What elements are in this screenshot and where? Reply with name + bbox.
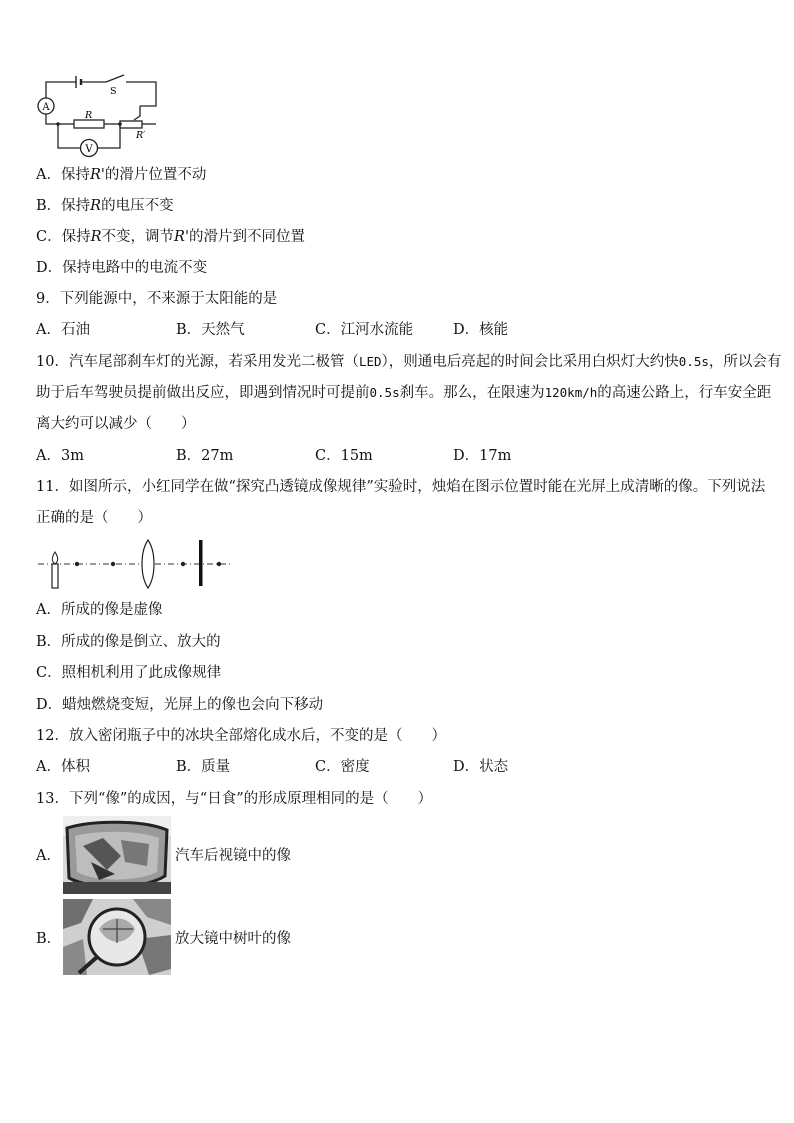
q9-stem: 9．下列能源中，不来源于太阳能的是 <box>36 291 278 307</box>
q13-option-b-text: 放大镜中树叶的像 <box>175 931 291 947</box>
rheostat-label: R′ <box>136 130 146 141</box>
q12-option-b[interactable]: B．质量 <box>176 759 231 775</box>
q12-option-a[interactable]: A．体积 <box>36 759 90 775</box>
q11-option-b[interactable]: B．所成的像是倒立、放大的 <box>36 634 221 650</box>
q10-option-d[interactable]: D．17m <box>453 448 512 464</box>
q8-option-a[interactable]: A．保持R'的滑片位置不动 <box>36 167 207 183</box>
q10-option-b[interactable]: B．27m <box>176 448 234 464</box>
voltmeter-label: V <box>85 144 93 155</box>
q8-option-c[interactable]: C．保持R不变，调节R'的滑片到不同位置 <box>36 229 305 245</box>
q12-stem: 12．放入密闭瓶子中的冰块全部熔化成水后，不变的是（ ） <box>36 728 446 744</box>
q11-stem-line-1: 11．如图所示，小红同学在做“探究凸透镜成像规律”实验时，烛焰在图示位置时能在光屏上成清晰的像。下列说法 <box>36 479 766 495</box>
rearview-mirror-image <box>63 816 171 894</box>
q11-option-a[interactable]: A．所成的像是虚像 <box>36 602 163 618</box>
light-screen-icon <box>199 540 203 586</box>
convex-lens-icon <box>142 540 154 588</box>
q10-stem-line-1: 10．汽车尾部刹车灯的光源，若采用发光二极管（LED），则通电后亮起的时间会比采用白炽灯大约快0.5s，所以会有 <box>36 354 782 370</box>
q12-option-d[interactable]: D．状态 <box>453 759 509 775</box>
q9-option-a[interactable]: A．石油 <box>36 322 90 338</box>
resistor-label: R <box>85 110 93 121</box>
q10-stem-line-2: 助于后车驾驶员提前做出反应，即遇到情况时可提前0.5s刹车。那么，在限速为120km/h的高速公路上，行车安全距 <box>36 385 772 401</box>
q11-stem-line-2: 正确的是（ ） <box>36 510 152 526</box>
q13-option-a-text: 汽车后视镜中的像 <box>175 848 291 864</box>
magnifier-leaf-image <box>63 899 171 975</box>
q10-stem-line-3: 离大约可以减少（ ） <box>36 416 196 432</box>
circuit-diagram <box>30 72 162 164</box>
q10-option-c[interactable]: C．15m <box>315 448 373 464</box>
candle-icon <box>52 564 58 588</box>
optical-bench-figure <box>36 538 236 590</box>
q13-option-a-letter[interactable]: A． <box>36 848 61 864</box>
q12-option-c[interactable]: C．密度 <box>315 759 370 775</box>
q9-option-d[interactable]: D．核能 <box>453 322 509 338</box>
q8-option-d[interactable]: D．保持电路中的电流不变 <box>36 260 208 276</box>
q9-option-c[interactable]: C．江河水流能 <box>315 322 414 338</box>
ammeter-label: A <box>42 102 50 113</box>
q8-option-b[interactable]: B．保持R的电压不变 <box>36 198 174 214</box>
q13-option-b-letter[interactable]: B． <box>36 931 62 947</box>
q11-option-c[interactable]: C．照相机利用了此成像规律 <box>36 665 222 681</box>
switch-label: S <box>110 86 117 97</box>
q11-option-d[interactable]: D．蜡烛燃烧变短，光屏上的像也会向下移动 <box>36 697 324 713</box>
q9-option-b[interactable]: B．天然气 <box>176 322 245 338</box>
q13-stem: 13．下列“像”的成因，与“日食”的形成原理相同的是（ ） <box>36 791 433 807</box>
q10-option-a[interactable]: A．3m <box>36 448 84 464</box>
